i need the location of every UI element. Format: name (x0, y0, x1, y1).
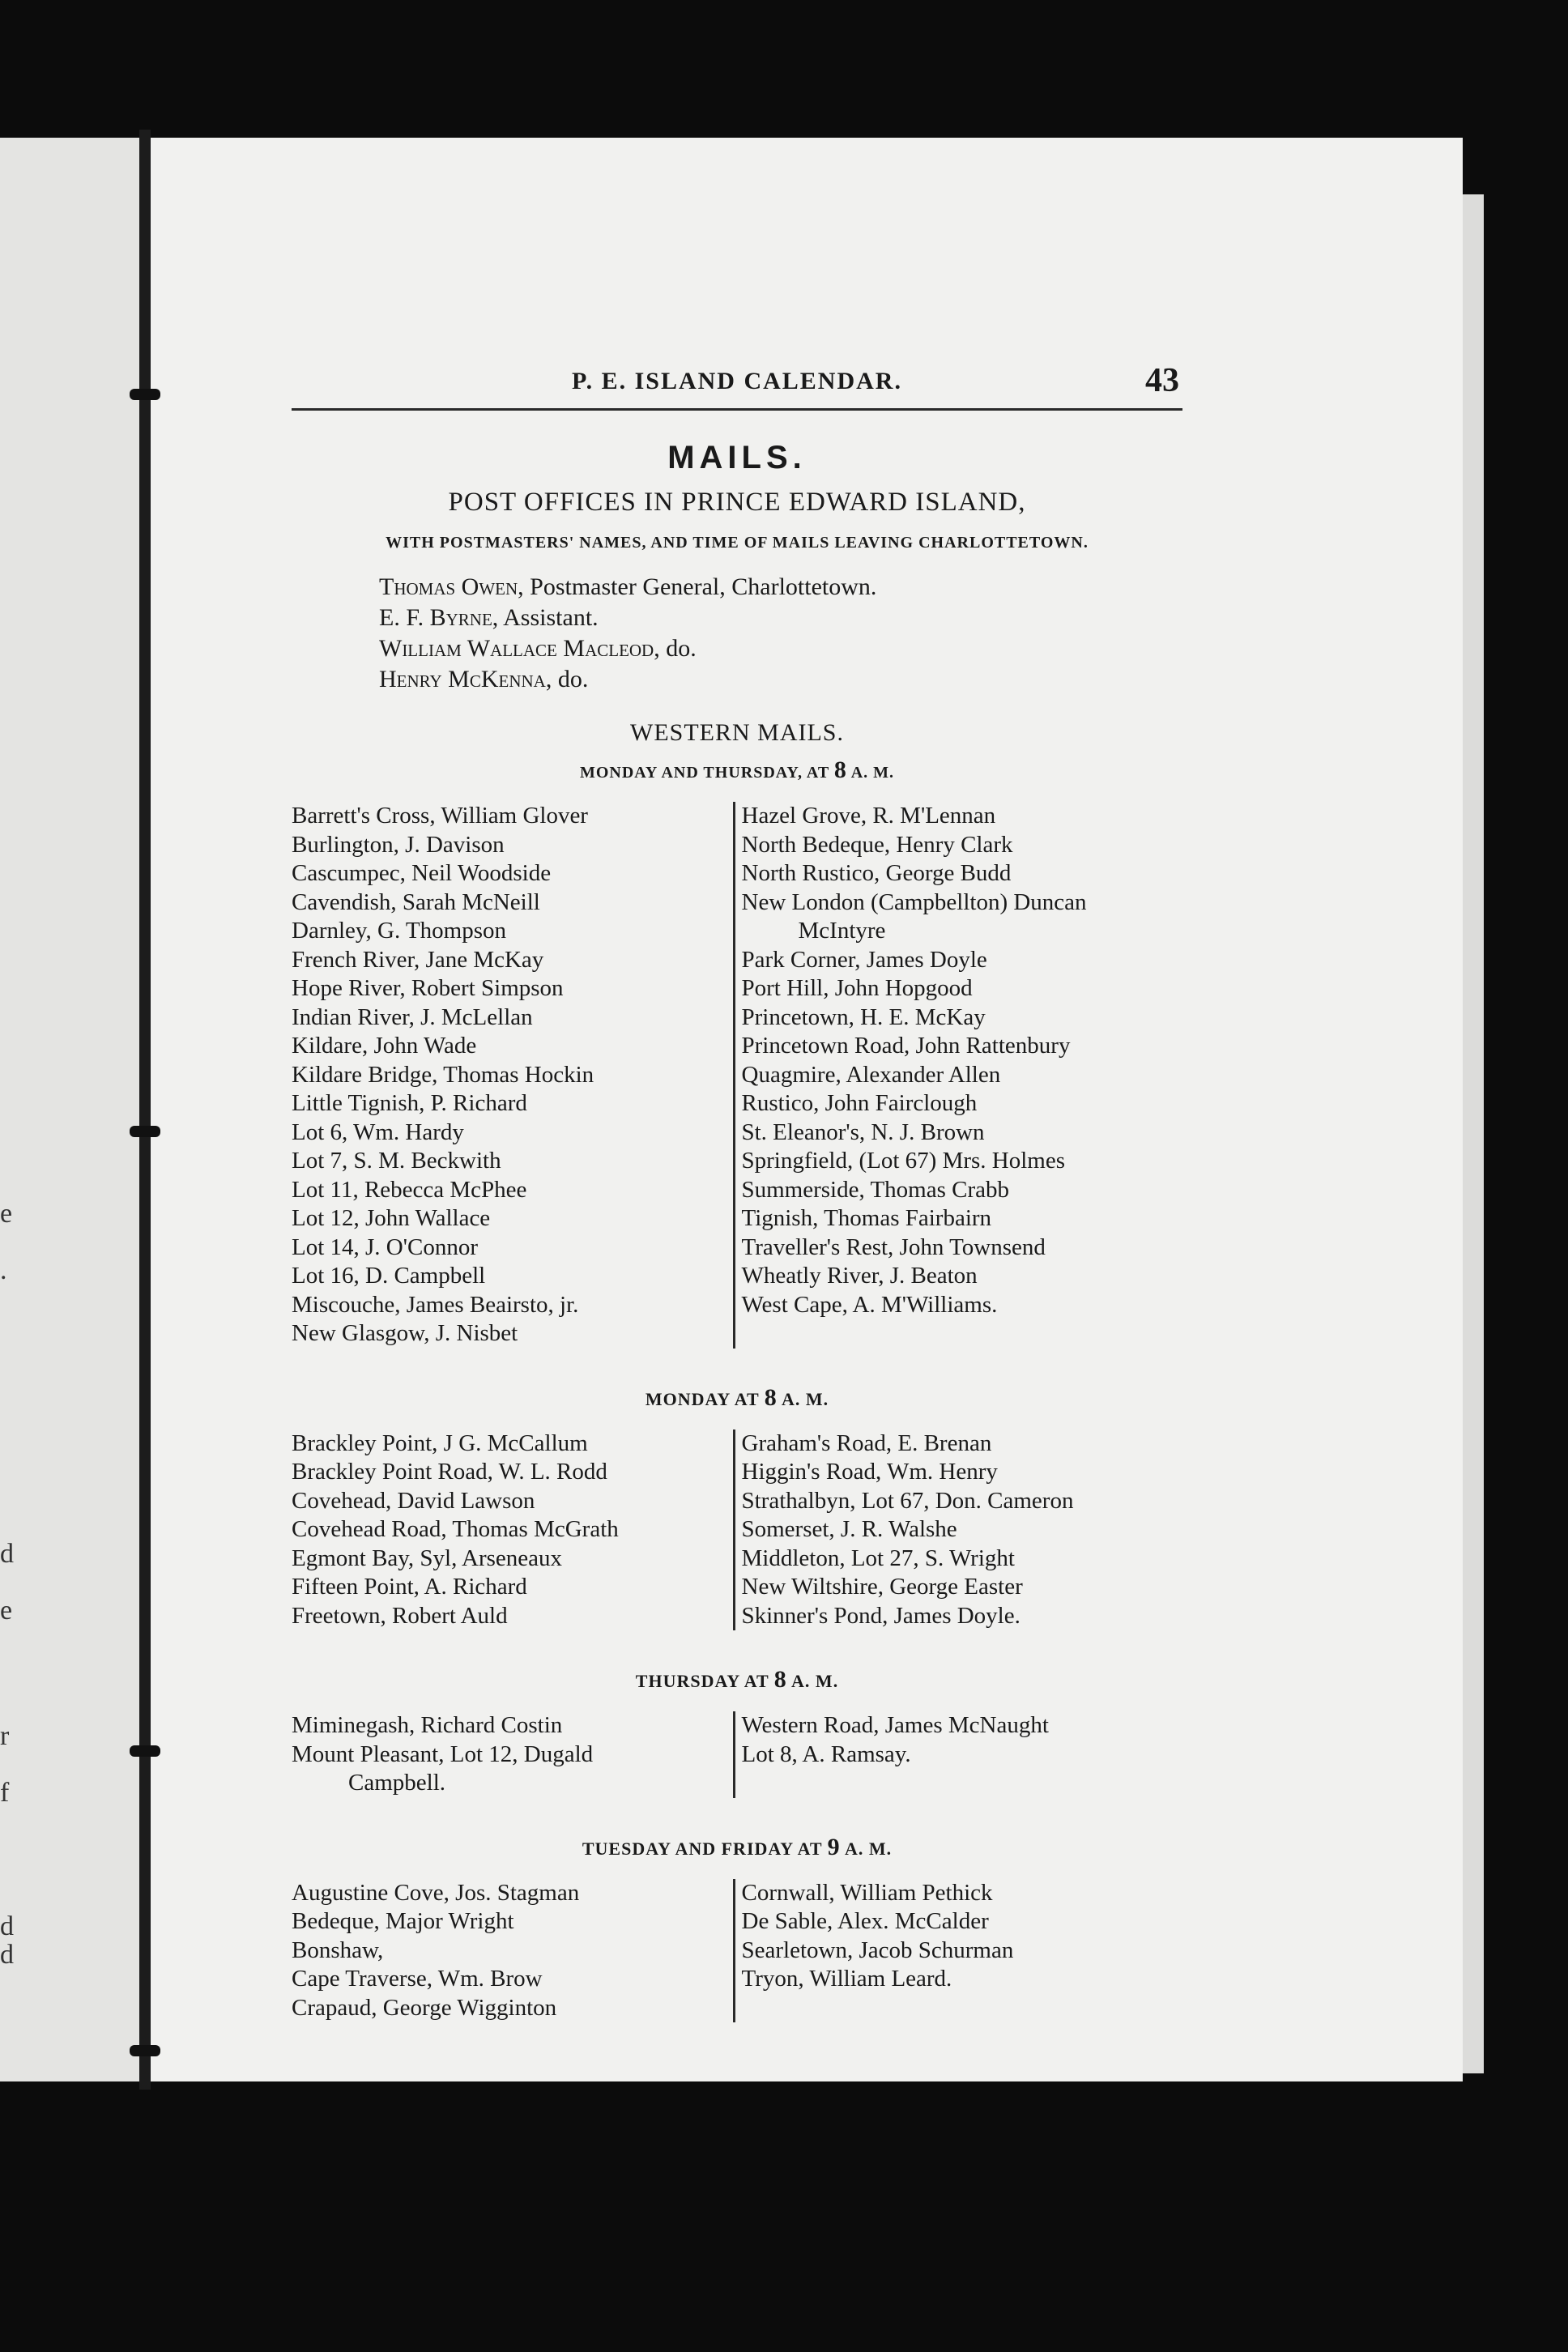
post-office-entry: Bonshaw, (292, 1937, 384, 1963)
post-office-entry: McIntyre (798, 918, 886, 944)
post-office-entry: Lot 11, Rebecca McPhee (292, 1176, 527, 1203)
schedule-heading (292, 1834, 1182, 1861)
schedule-hour: 8 (764, 1383, 778, 1411)
post-office-entry: Tignish, Thomas Fairbairn (741, 1205, 992, 1231)
post-office-entry: Western Road, James McNaught (741, 1712, 1049, 1738)
post-office-entry: Princetown, H. E. McKay (741, 1003, 986, 1030)
post-office-entry: Lot 12, John Wallace (292, 1205, 491, 1231)
post-office-entry: New Wiltshire, George Easter (741, 1574, 1023, 1600)
post-office-entry: Traveller's Rest, John Townsend (741, 1234, 1046, 1260)
post-office-entry: Princetown Road, John Rattenbury (741, 1033, 1071, 1059)
post-office-entry: Lot 14, J. O'Connor (292, 1234, 478, 1260)
post-office-entry: Augustine Cove, Jos. Stagman (292, 1879, 580, 1906)
post-office-entry: Brackley Point, J G. McCallum (292, 1430, 588, 1456)
post-office-entry: Summerside, Thomas Crabb (741, 1176, 1010, 1203)
facing-page-fragment: f (0, 1778, 10, 1808)
western-mails-title: WESTERN MAILS. (630, 719, 844, 746)
post-office-entry: Quagmire, Alexander Allen (741, 1061, 1001, 1088)
post-office-entry: Lot 6, Wm. Hardy (292, 1118, 464, 1145)
official-name: Thomas Owen (379, 573, 518, 600)
post-office-entry: De Sable, Alex. McCalder (741, 1908, 989, 1934)
post-office-entry: Lot 7, S. M. Beckwith (292, 1148, 501, 1174)
post-office-entry: Bedeque, Major Wright (292, 1908, 514, 1934)
post-office-entry: Hope River, Robert Simpson (292, 975, 564, 1001)
post-office-columns (292, 802, 1182, 1349)
official-role: , Postmaster General, Charlottetown. (518, 573, 877, 600)
post-office-entry: Graham's Road, E. Brenan (741, 1430, 992, 1456)
schedule-hour: 8 (833, 756, 847, 783)
post-office-entry: Searletown, Jacob Schurman (741, 1937, 1014, 1963)
post-office-entry: Mount Pleasant, Lot 12, Dugald (292, 1741, 594, 1767)
post-office-column-right (733, 1430, 1183, 1631)
subheading: POST OFFICES IN PRINCE EDWARD ISLAND, (448, 488, 1026, 517)
running-head (292, 364, 1182, 411)
official-entry (379, 572, 1182, 603)
post-office-entry: North Rustico, George Budd (741, 860, 1012, 886)
post-office-entry: Hazel Grove, R. M'Lennan (741, 803, 996, 829)
post-office-entry: Brackley Point Road, W. L. Rodd (292, 1459, 607, 1485)
post-office-entry: New London (Campbellton) Duncan (741, 888, 1087, 915)
post-office-entry: Higgin's Road, Wm. Henry (741, 1459, 998, 1485)
post-office-entry: Freetown, Robert Auld (292, 1602, 508, 1629)
post-office-entry: Strathalbyn, Lot 67, Don. Cameron (741, 1487, 1074, 1514)
schedule-days: THURSDAY AT (635, 1671, 774, 1691)
post-office-entry: Little Tignish, P. Richard (292, 1090, 527, 1116)
facing-page-fragment: d (0, 1539, 14, 1569)
facing-page-edge (0, 138, 144, 2081)
post-office-entry: Campbell. (348, 1770, 446, 1796)
post-office-entry: Lot 8, A. Ramsay. (741, 1741, 911, 1767)
post-office-columns (292, 1430, 1182, 1631)
subsubheading: WITH POSTMASTERS' NAMES, AND TIME OF MAILS LEAVING CHARLOTTETOWN. (386, 534, 1089, 552)
schedule-hour: 8 (773, 1666, 787, 1693)
post-office-entry: Skinner's Pond, James Doyle. (741, 1602, 1020, 1629)
post-office-columns (292, 1711, 1182, 1798)
official-name: Henry McKenna (379, 666, 546, 692)
schedule-days: MONDAY AND THURSDAY, AT (579, 764, 834, 782)
page-content (292, 364, 1182, 2022)
post-office-column-right (733, 1879, 1183, 2023)
schedule-hour: 9 (827, 1833, 841, 1860)
post-office-columns (292, 1879, 1182, 2023)
post-office-entry: Springfield, (Lot 67) Mrs. Holmes (741, 1148, 1066, 1174)
post-office-entry: New Glasgow, J. Nisbet (292, 1320, 518, 1346)
post-office-entry: Wheatly River, J. Beaton (741, 1263, 978, 1289)
post-office-column-left (292, 1711, 733, 1798)
binding-stitch (130, 2045, 160, 2056)
schedule-days: TUESDAY AND FRIDAY AT (582, 1838, 828, 1859)
official-role: , Assistant. (492, 604, 599, 631)
schedule-meridiem: A. M. (846, 764, 895, 782)
post-office-column-left (292, 1430, 733, 1631)
page-number: 43 (1145, 362, 1179, 399)
facing-page-fragment: e (0, 1596, 13, 1626)
post-office-entry: Park Corner, James Doyle (741, 946, 987, 973)
post-office-entry: Fifteen Point, A. Richard (292, 1574, 527, 1600)
facing-page-fragment: r (0, 1721, 10, 1751)
post-office-entry: Cornwall, William Pethick (741, 1879, 993, 1906)
binding-stitch (130, 1745, 160, 1757)
post-office-entry: Barrett's Cross, William Glover (292, 803, 588, 829)
post-office-entry: Somerset, J. R. Walshe (741, 1516, 957, 1542)
schedule-days: MONDAY AT (645, 1388, 765, 1409)
facing-page-fragment: d (0, 1911, 14, 1941)
post-office-entry: North Bedeque, Henry Clark (741, 831, 1013, 858)
official-role: , do. (654, 635, 697, 662)
section-heading: MAILS. (667, 440, 807, 475)
page-edge-shadow (1463, 194, 1484, 2073)
post-office-entry: Cascumpec, Neil Woodside (292, 860, 552, 886)
post-office-column-left (292, 802, 733, 1349)
post-office-entry: Covehead Road, Thomas McGrath (292, 1516, 619, 1542)
schedule-meridiem: A. M. (786, 1671, 839, 1691)
running-title: P. E. ISLAND CALENDAR. (572, 368, 902, 394)
post-office-entry: French River, Jane McKay (292, 946, 544, 973)
post-office-entry: Kildare, John Wade (292, 1033, 477, 1059)
post-office-entry: Burlington, J. Davison (292, 831, 505, 858)
official-entry (379, 633, 1182, 664)
post-office-entry: Indian River, J. McLellan (292, 1003, 533, 1030)
schedule-heading (292, 1384, 1182, 1412)
official-role: , do. (545, 666, 589, 692)
post-office-column-right (733, 1711, 1183, 1798)
post-office-column-left (292, 1879, 733, 2023)
post-office-entry: Miscouche, James Beairsto, jr. (292, 1291, 579, 1318)
post-office-entry: West Cape, A. M'Williams. (741, 1291, 998, 1318)
schedule-heading (292, 756, 1182, 784)
post-office-entry: Cape Traverse, Wm. Brow (292, 1966, 543, 1992)
schedule-heading (292, 1666, 1182, 1694)
post-office-entry: Tryon, William Leard. (741, 1966, 952, 1992)
officials-list (379, 572, 1182, 695)
post-office-entry: Port Hill, John Hopgood (741, 975, 973, 1001)
post-office-entry: Crapaud, George Wigginton (292, 1994, 557, 2021)
facing-page-fragment: d (0, 1940, 14, 1970)
post-office-column-right (733, 802, 1183, 1349)
mail-sections (292, 756, 1182, 2022)
official-name: William Wallace Macleod (379, 635, 654, 662)
official-entry (379, 664, 1182, 695)
post-office-entry: Darnley, G. Thompson (292, 918, 506, 944)
facing-page-fragment: e (0, 1199, 13, 1229)
post-office-entry: Lot 16, D. Campbell (292, 1263, 486, 1289)
post-office-entry: Rustico, John Fairclough (741, 1090, 978, 1116)
post-office-entry: Miminegash, Richard Costin (292, 1712, 563, 1738)
post-office-entry: Egmont Bay, Syl, Arseneaux (292, 1545, 562, 1571)
schedule-meridiem: A. M. (777, 1388, 829, 1409)
schedule-meridiem: A. M. (840, 1838, 893, 1859)
binding-stitch (130, 389, 160, 400)
post-office-entry: St. Eleanor's, N. J. Brown (741, 1118, 985, 1145)
official-entry (379, 603, 1182, 633)
post-office-entry: Kildare Bridge, Thomas Hockin (292, 1061, 594, 1088)
post-office-entry: Covehead, David Lawson (292, 1487, 535, 1514)
post-office-entry: Cavendish, Sarah McNeill (292, 888, 540, 915)
facing-page-fragment: . (0, 1255, 7, 1285)
official-name: E. F. Byrne (379, 604, 492, 631)
post-office-entry: Middleton, Lot 27, S. Wright (741, 1545, 1015, 1571)
book-spine (139, 130, 151, 2090)
binding-stitch (130, 1126, 160, 1137)
